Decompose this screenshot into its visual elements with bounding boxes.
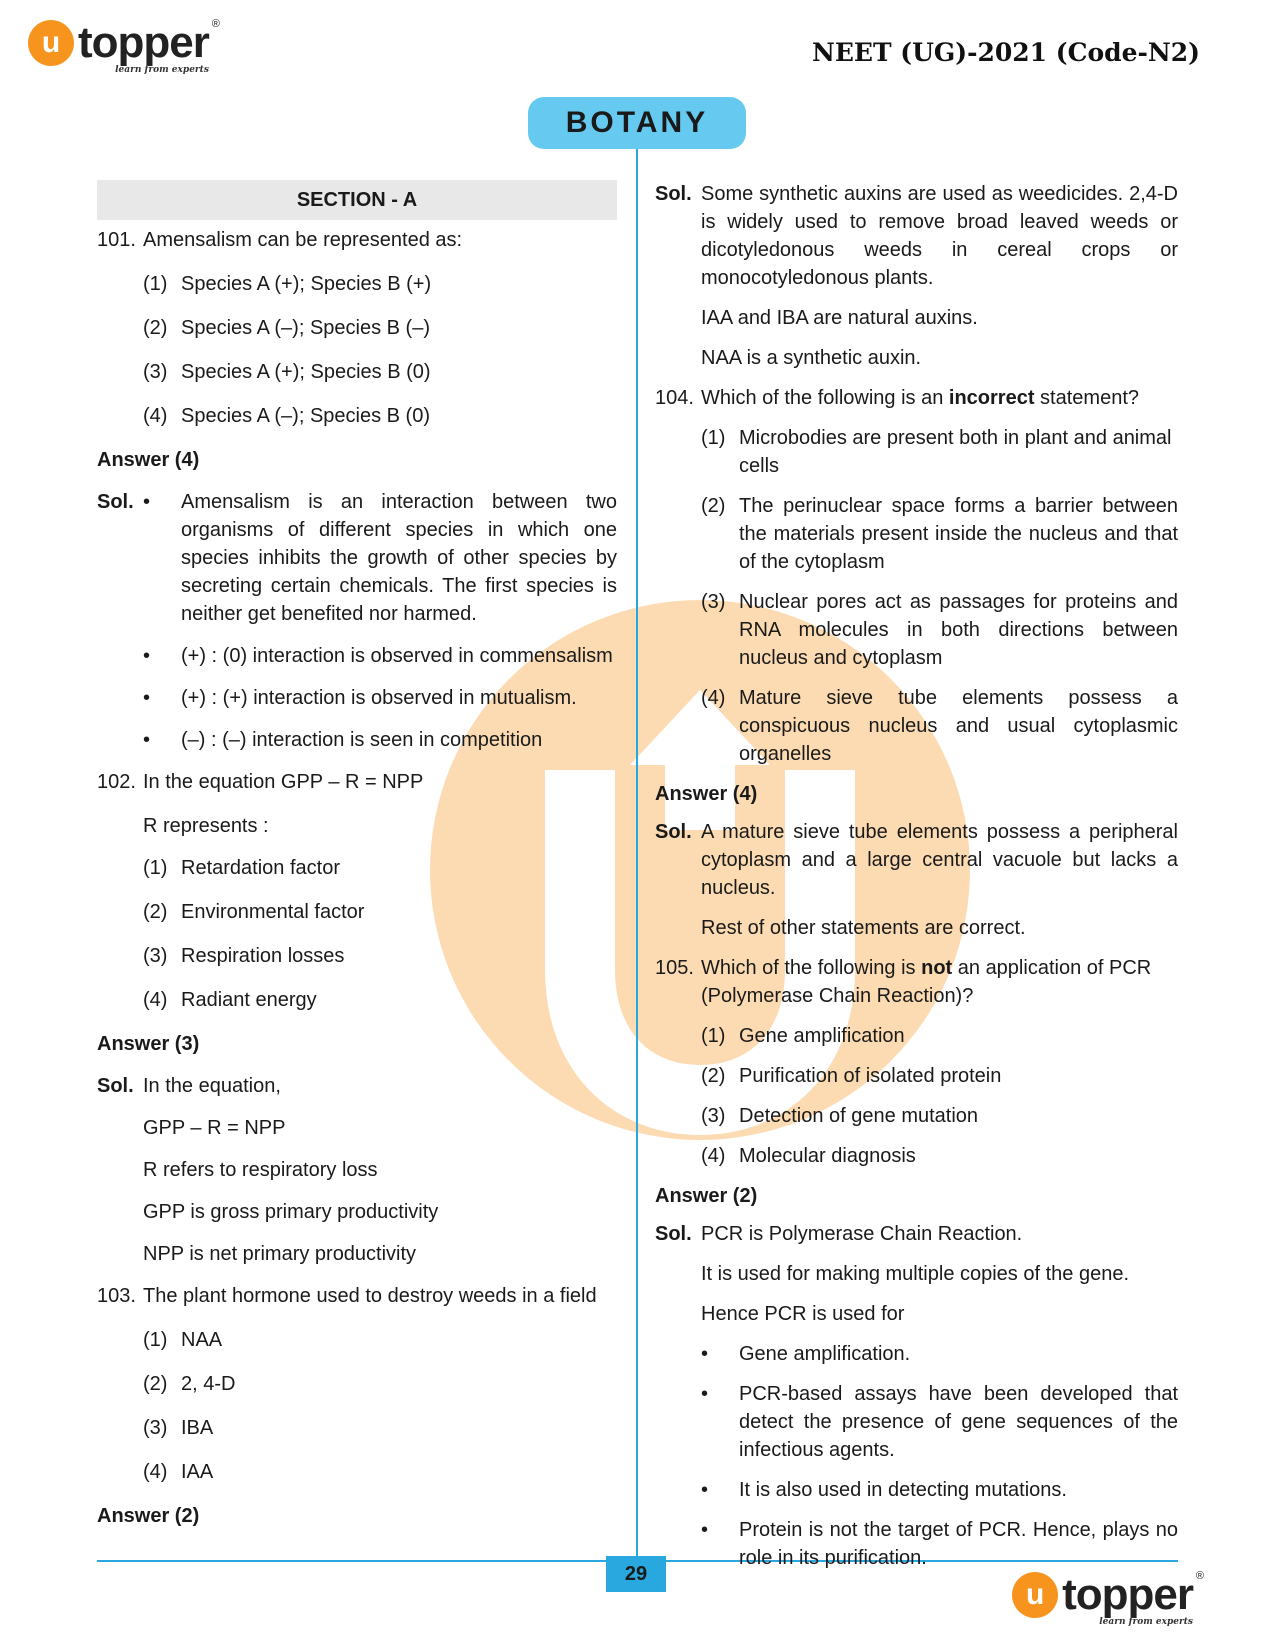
solution-text: Amensalism is an interaction between two organisms of different species in which one species inhibits the growth of other species by secreting certain chemicals. The first species is neither get benefited nor harmed. (181, 491, 617, 625)
option-text: Detection of gene mutation (739, 1105, 979, 1127)
option-number: (2) (143, 1373, 168, 1395)
question-keyword: not (921, 957, 953, 979)
topper-logo-header (28, 18, 219, 75)
question-text: In the equation GPP – R = NPP (143, 771, 424, 793)
option-text: The perinuclear space forms a barrier between the materials present inside the nucleus and that of the cytoplasm (739, 495, 1178, 573)
solution-text: In the equation, (143, 1075, 281, 1097)
answer: Answer (2) (655, 1185, 758, 1207)
logo-word-text: topper (1062, 1570, 1193, 1619)
solution-bullet (701, 1380, 1178, 1464)
option-number: (2) (143, 317, 168, 339)
option-text: Radiant energy (181, 989, 317, 1011)
option-number: (2) (143, 901, 168, 923)
option-text: Species A (–); Species B (0) (181, 405, 431, 427)
option-text: Species A (–); Species B (–) (181, 317, 431, 339)
logo-u-icon: u (28, 20, 74, 66)
page-number: 29 (606, 1556, 666, 1592)
solution (655, 818, 1178, 902)
option (701, 588, 1178, 672)
question-103 (97, 1282, 617, 1310)
bullet-icon: • (143, 729, 151, 751)
question-text: The plant hormone used to destroy weeds in a field (143, 1285, 597, 1307)
bullet-icon: • (701, 1479, 709, 1501)
option-number: (4) (701, 1145, 726, 1167)
question-101 (97, 226, 617, 254)
solution (97, 1072, 617, 1100)
solution-label: Sol. (655, 821, 692, 843)
solution-text: Some synthetic auxins are used as weedicides. 2,4-D is widely used to remove broad leaved weeds or dicotyledonous weeds in cereal crops or monocotyledonous plants. (701, 183, 1178, 289)
bullet-icon: • (701, 1343, 709, 1365)
solution-label: Sol. (655, 183, 692, 205)
option-text: Gene amplification (739, 1025, 905, 1047)
solution-line: Rest of other statements are correct. (701, 917, 1026, 939)
question-text-post: statement? (1034, 387, 1140, 409)
option-number: (1) (701, 1025, 726, 1047)
question-number: 105. (655, 957, 694, 979)
option-text: Purification of isolated protein (739, 1065, 1002, 1087)
solution-line: Hence PCR is used for (701, 1303, 905, 1325)
option-number: (2) (701, 495, 726, 517)
option (701, 1062, 1178, 1090)
option-number: (1) (143, 1329, 168, 1351)
option-number: (3) (143, 1417, 168, 1439)
solution-line: GPP – R = NPP (143, 1117, 286, 1139)
question-subtext: R represents : (143, 815, 269, 837)
question-105 (655, 954, 1178, 1010)
question-number: 102. (97, 771, 136, 793)
option-text: Species A (+); Species B (0) (181, 361, 431, 383)
logo-registered-mark: ® (1195, 1570, 1203, 1582)
solution-line: NAA is a synthetic auxin. (701, 347, 922, 369)
option (143, 942, 617, 970)
question-number: 101. (97, 229, 136, 251)
solution-bullet (701, 1476, 1178, 1504)
option-text: Mature sieve tube elements possess a conspicuous nucleus and usual cytoplasmic organelles (739, 687, 1178, 765)
option (701, 684, 1178, 768)
option (143, 1458, 617, 1486)
column-divider (636, 145, 638, 1565)
solution-bullet (701, 1340, 1178, 1368)
option-text: IBA (181, 1417, 214, 1439)
option-number: (4) (143, 989, 168, 1011)
exam-title: NEET (UG)-2021 (Code-N2) (812, 38, 1200, 67)
option-number: (1) (143, 857, 168, 879)
bullet-text: Gene amplification. (739, 1343, 911, 1365)
question-104 (655, 384, 1178, 412)
solution-label: Sol. (97, 491, 134, 513)
answer: Answer (2) (97, 1505, 200, 1527)
option-number: (3) (143, 945, 168, 967)
option (143, 1414, 617, 1442)
option (143, 402, 617, 430)
option (701, 1022, 1178, 1050)
option-number: (3) (143, 361, 168, 383)
option (143, 314, 617, 342)
option (143, 986, 617, 1014)
solution-text: A mature sieve tube elements possess a peripheral cytoplasm and a large central vacuole but lacks a nucleus. (701, 821, 1178, 899)
solution-line: R refers to respiratory loss (143, 1159, 378, 1181)
option-text: 2, 4-D (181, 1373, 236, 1395)
bullet-text: (+) : (+) interaction is observed in mutualism. (181, 687, 577, 709)
option-text: Species A (+); Species B (+) (181, 273, 432, 295)
option-text: Environmental factor (181, 901, 365, 923)
bullet-icon: • (701, 1519, 709, 1541)
solution-line: It is used for making multiple copies of the gene. (701, 1263, 1130, 1285)
bullet-text: Protein is not the target of PCR. Hence, plays no role in its purification. (739, 1519, 1178, 1569)
solution (97, 488, 617, 628)
option-number: (4) (143, 405, 168, 427)
solution-label: Sol. (97, 1075, 134, 1097)
option-number: (3) (701, 591, 726, 613)
option-number: (3) (701, 1105, 726, 1127)
option (701, 1142, 1178, 1170)
answer: Answer (3) (97, 1033, 200, 1055)
logo-u-icon: u (1012, 1572, 1058, 1618)
question-number: 103. (97, 1285, 136, 1307)
bullet-icon: • (701, 1383, 709, 1405)
logo-word (78, 18, 219, 75)
option (143, 270, 617, 298)
question-102 (97, 768, 617, 796)
solution-label: Sol. (655, 1223, 692, 1245)
question-number: 104. (655, 387, 694, 409)
subject-banner: BOTANY (528, 97, 746, 149)
question-text (701, 384, 1178, 412)
solution-line: IAA and IBA are natural auxins. (701, 307, 978, 329)
option-text: Molecular diagnosis (739, 1145, 916, 1167)
option (701, 492, 1178, 576)
option-text: Nuclear pores act as passages for proteins and RNA molecules in both directions between nucleus and cytoplasm (739, 591, 1178, 669)
answer: Answer (4) (655, 783, 758, 805)
option (143, 854, 617, 882)
option (701, 424, 1178, 480)
option-number: (4) (701, 687, 726, 709)
question-text: Amensalism can be represented as: (143, 229, 463, 251)
logo-tagline: learn from experts (115, 65, 209, 75)
solution (655, 1220, 1178, 1248)
option-text: Retardation factor (181, 857, 340, 879)
solution-line: GPP is gross primary productivity (143, 1201, 439, 1223)
option-number: (2) (701, 1065, 726, 1087)
option-text: IAA (181, 1461, 214, 1483)
option (143, 898, 617, 926)
bullet-icon: • (143, 645, 151, 667)
solution-line: NPP is net primary productivity (143, 1243, 417, 1265)
bullet-icon: • (143, 491, 151, 513)
solution-bullet (701, 1516, 1178, 1572)
bullet-text: (+) : (0) interaction is observed in commensalism (181, 645, 613, 667)
question-text-pre: Which of the following is (701, 957, 922, 979)
bullet-text: PCR-based assays have been developed that detect the presence of gene sequences of the infectious agents. (739, 1383, 1178, 1461)
solution-bullet (97, 642, 617, 670)
question-text (701, 954, 1178, 1010)
option-number: (1) (143, 273, 168, 295)
bullet-icon: • (143, 687, 151, 709)
question-text-pre: Which of the following is an (701, 387, 949, 409)
bullet-text: (–) : (–) interaction is seen in competition (181, 729, 543, 751)
option-number: (4) (143, 1461, 168, 1483)
option (701, 1102, 1178, 1130)
logo-word-text: topper (78, 18, 209, 67)
option-text: NAA (181, 1329, 223, 1351)
left-column (97, 180, 617, 1544)
solution-bullet (97, 684, 617, 712)
answer: Answer (4) (97, 449, 200, 471)
question-keyword: incorrect (948, 387, 1035, 409)
option (143, 1326, 617, 1354)
solution-103 (655, 180, 1178, 292)
right-column (655, 180, 1178, 1584)
logo-registered-mark: ® (211, 18, 219, 30)
option (143, 1370, 617, 1398)
logo-tagline: learn from experts (1099, 1617, 1193, 1627)
option-text: Respiration losses (181, 945, 345, 967)
bullet-text: It is also used in detecting mutations. (739, 1479, 1067, 1501)
option-number: (1) (701, 427, 726, 449)
question-text-post: an application of PCR (Polymerase Chain Reaction)? (701, 957, 1152, 1007)
solution-text: PCR is Polymerase Chain Reaction. (701, 1223, 1023, 1245)
option-text: Microbodies are present both in plant and animal cells (739, 427, 1172, 477)
section-heading: SECTION - A (97, 180, 617, 220)
option (143, 358, 617, 386)
solution-bullet (97, 726, 617, 754)
